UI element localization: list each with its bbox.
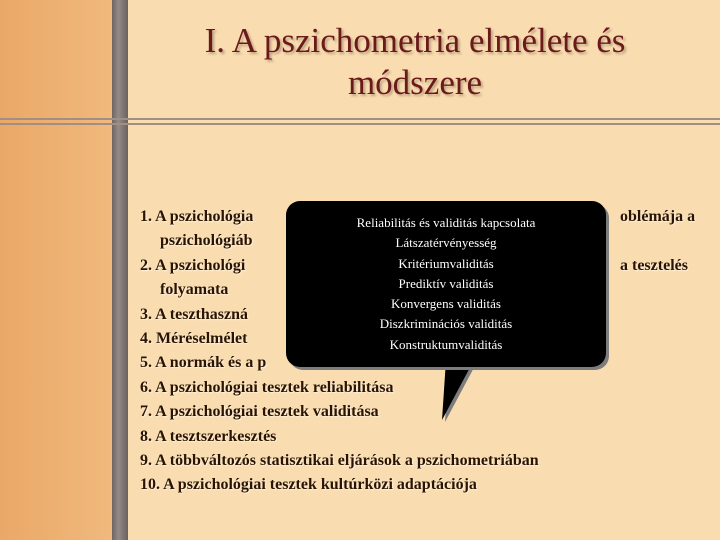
callout-line: Diszkriminációs validitás [379, 316, 513, 332]
list-item [140, 425, 720, 449]
slide-title [150, 20, 680, 104]
vertical-divider-bar [112, 0, 128, 540]
callout-box [286, 201, 606, 367]
callout-line: Kritériumvaliditás [398, 255, 494, 271]
top-divider-line [0, 118, 720, 120]
slide-title-line-1: I. A pszichometria elmélete és [204, 21, 626, 60]
list-item-text: pszichológiáb [160, 232, 253, 250]
callout-pointer [440, 360, 480, 422]
left-color-band [0, 0, 112, 540]
list-item-text: 3. A teszthaszná [140, 305, 248, 323]
list-item-text: 6. A pszichológiai tesztek reliabilitása [140, 378, 394, 396]
list-item [140, 449, 720, 473]
list-item-text-end: a tesztelés [620, 256, 688, 274]
list-item [140, 473, 720, 497]
list-item-text: 8. A tesztszerkesztés [140, 427, 277, 445]
list-item-text: 10. A pszichológiai tesztek kultúrközi adaptációja [140, 476, 477, 494]
list-item-text: 4. Méréselmélet [140, 330, 248, 348]
list-item-text: 5. A normák és a p [140, 354, 267, 372]
list-item-text: 1. A pszichológia [140, 208, 254, 225]
list-item [140, 400, 720, 424]
list-item-text: 9. A többváltozós statisztikai eljárások a pszichometriában [140, 452, 539, 470]
slide-title-line-2: módszere [347, 63, 483, 102]
list-item [140, 376, 720, 400]
callout-line: Prediktív validitás [398, 275, 494, 291]
callout-line: Látszatérvényesség [395, 235, 497, 251]
list-item-text: folyamata [160, 281, 229, 299]
callout-line: Konstruktumvaliditás [389, 336, 503, 352]
callout-line: Reliabilitás és validitás kapcsolata [356, 215, 536, 230]
callout-line: Konvergens validitás [391, 296, 501, 312]
list-item-text-end: oblémája a [620, 208, 696, 225]
list-item-text: 7. A pszichológiai tesztek validitása [140, 403, 379, 421]
list-item-text: 2. A pszichológi [140, 256, 246, 274]
top-divider-line-2 [0, 123, 720, 125]
